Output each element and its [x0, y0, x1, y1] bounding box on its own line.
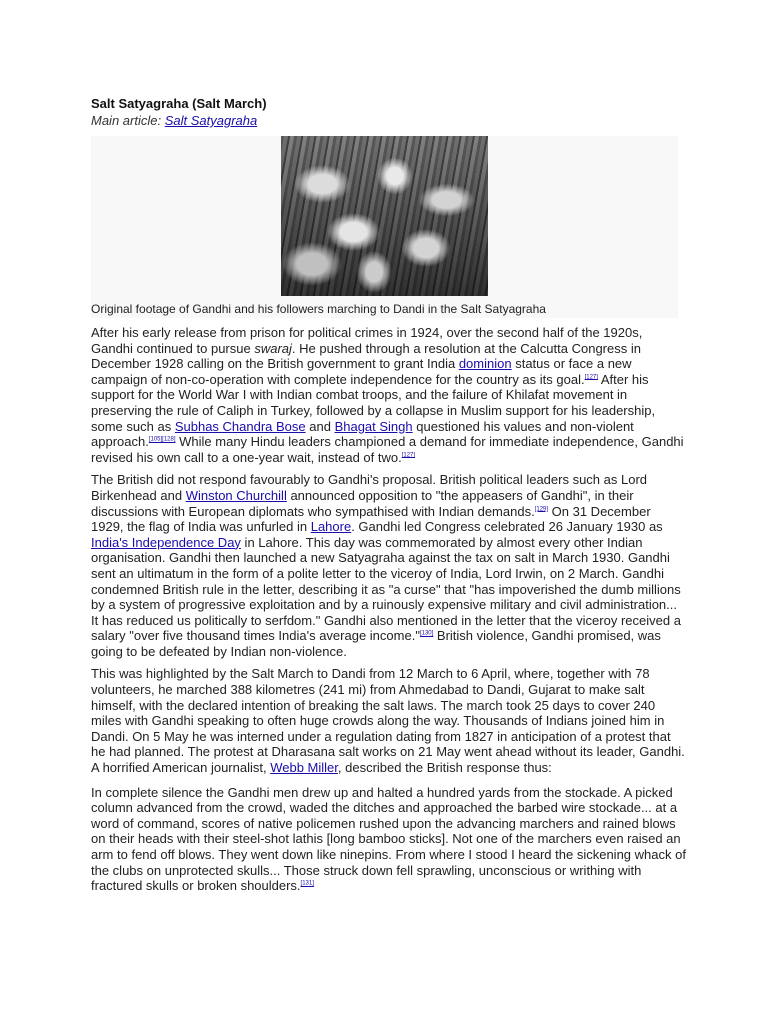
text-run: questioned his values and non-violent approach.	[91, 418, 634, 450]
figure-thumbnail	[91, 136, 678, 318]
quote-text: In complete silence the Gandhi men drew up and halted a hundred yards from the stockade. A picked column advanced from the crowd, waded the ditches and approached the barbed wire stockade... at a word of command, scores of native policemen rushed upon the advancing marchers and rained blows on their heads with their steel-shot lathis [long bamboo sticks]. Not one of the marchers even raised an arm to fend off blows. They went down like ninepins. From where I stood I heard the sickening whack of the clubs on unprotected skulls... Those struck down fell sprawling, unconscious or writhing with fractured skulls or broken shoulders.	[91, 784, 686, 894]
text-run: After his support for the World War I with Indian combat troops, and the failure of Khilafat movement in preserving the rule of Caliph in Turkey, followed by a collapse in Muslim support for his leadership, some such as	[91, 371, 656, 434]
text-run: announced opposition to "the appeasers of Gandhi", in their discussions with European diplomats who sympathised with Indian demands.	[91, 487, 634, 519]
citation-ref[interactable]	[420, 631, 433, 637]
citation-ref[interactable]	[402, 452, 415, 458]
text-run: The British did not respond favourably to Gandhi's proposal. British political leaders such as Lord Birkenhead and	[91, 472, 648, 503]
text-run: and	[305, 418, 335, 434]
text-run: . Gandhi led Congress celebrated 26 January 1930 as	[351, 519, 663, 535]
text-run: , described the British response thus:	[337, 760, 552, 776]
citation-ref[interactable]	[149, 437, 176, 443]
figure-caption: Original footage of Gandhi and his followers marching to Dandi in the Salt Satyagraha	[91, 302, 546, 316]
text-run: . He pushed through a resolution at the Calcutta Congress in December 1928 calling on the British government to grant India	[91, 340, 641, 372]
citation-link[interactable]: [131]	[300, 880, 314, 887]
independence-day-link[interactable]: India's Independence Day	[91, 534, 241, 550]
hatnote-prefix: Main article:	[91, 113, 165, 128]
main-article-hatnote	[91, 113, 686, 129]
citation-link[interactable]: [127]	[584, 374, 598, 381]
text-run: While many Hindu leaders championed a demand for immediate independence, Gandhi revised his own call to a one-year wait, instead of two.	[91, 434, 684, 465]
article-section	[91, 96, 686, 894]
text-run: British violence, Gandhi promised, was going to be defeated by Indian non-violence.	[91, 628, 661, 659]
citation-ref[interactable]	[535, 506, 548, 512]
main-article-link[interactable]: Salt Satyagraha	[164, 113, 258, 128]
march-footage-image[interactable]	[281, 136, 488, 296]
text-run: This was highlighted by the Salt March to Dandi from 12 March to 6 April, where, together with 78 volunteers, he marched 388 kilometres (241 mi) from Ahmedabad to Dandi, Gujarat to make salt himself, with the declared intention of breaking the salt laws. The march took 25 days to cover 240 miles with Gandhi speaking to often huge crowds along the way. Thousands of Indians joined him in Dandi. On 5 May he was interned under a regulation dating from 1827 in anticipation of a protest that he had planned. The protest at Dharasana salt works on 21 May went ahead without its leader, Gandhi. A horrified American journalist,	[91, 666, 685, 776]
paragraph-2	[91, 472, 686, 659]
citation-link[interactable]: [105][128]	[148, 436, 176, 443]
text-run: On 31 December 1929, the flag of India was unfurled in	[91, 503, 651, 535]
citation-ref[interactable]	[301, 881, 314, 887]
dominion-link[interactable]: dominion	[458, 356, 512, 372]
webb-miller-link[interactable]: Webb Miller	[270, 760, 338, 776]
citation-link[interactable]: [127]	[401, 452, 416, 459]
citation-link[interactable]: [129]	[534, 506, 549, 513]
text-run: in Lahore. This day was commemorated by almost every other Indian organisation. Gandhi then launched a new Satyagraha against the tax on salt in March 1930. Gandhi sent an ultimatum in the form of a polite letter to the viceroy of India, Lord Irwin, on 2 March. Gandhi condemned British rule in the letter, describing it as "a curse" that "has impoverished the dumb millions by a system of progressive exploitation and by a ruinously expensive military and civil administration... It has reduced us politically to serfdom." Gandhi also mentioned in the letter that the viceroy received a salary "over five thousand times India's average income."	[91, 534, 681, 644]
lahore-link[interactable]: Lahore	[310, 519, 352, 535]
citation-ref[interactable]	[585, 374, 598, 380]
emphasis-text: swaraj	[254, 340, 292, 356]
paragraph-3	[91, 666, 686, 775]
text-run: After his early release from prison for political crimes in 1924, over the second half of the 1920s, Gandhi continued to pursue	[91, 325, 643, 356]
text-run: status or face a new campaign of non-co-operation with complete independence for the country as its goal.	[91, 356, 632, 387]
bhagat-singh-link[interactable]: Bhagat Singh	[334, 418, 413, 434]
winston-churchill-link[interactable]: Winston Churchill	[185, 487, 287, 503]
subhas-chandra-bose-link[interactable]: Subhas Chandra Bose	[174, 418, 306, 434]
block-quote	[91, 785, 686, 894]
section-heading: Salt Satyagraha (Salt March)	[91, 96, 267, 111]
citation-link[interactable]: [130]	[419, 630, 434, 637]
paragraph-1	[91, 325, 686, 465]
